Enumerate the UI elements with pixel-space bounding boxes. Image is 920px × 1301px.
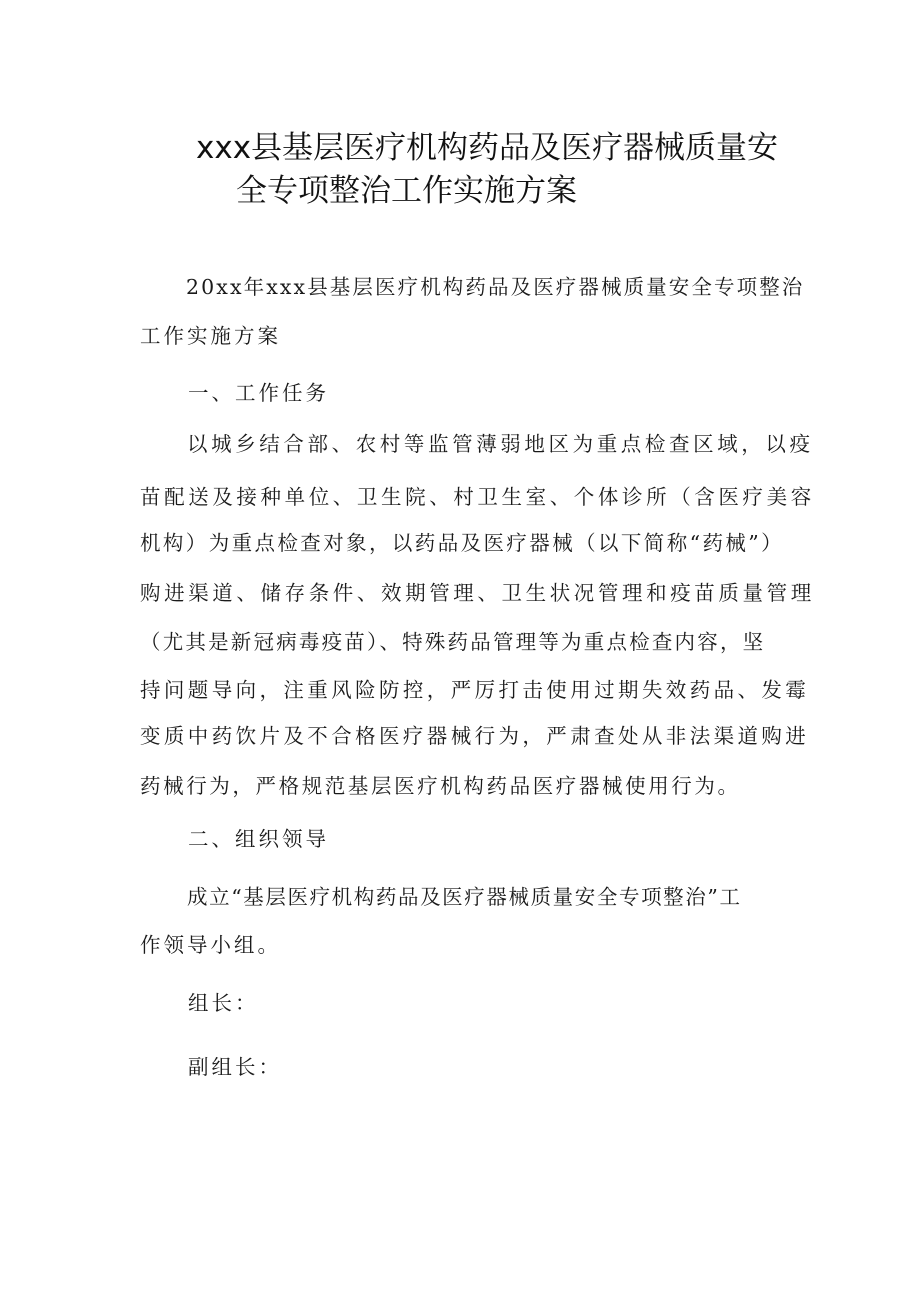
section-2-line-1: 成立“基层医疗机构药品及医疗器械质量安全专项整治”工 [187,885,742,909]
document-title-line-2: 全专项整治工作实施方案 [236,173,577,209]
section-2-heading: 二、组织领导 [188,827,329,851]
leader-label: 组长： [188,991,259,1015]
section-1-line: 以城乡结合部、农村等监管薄弱地区为重点检查区域，以疫 [187,432,814,456]
section-1-heading: 一、工作任务 [188,381,329,405]
vice-leader-label: 副组长： [188,1055,282,1079]
section-1-line: 持问题导向，注重风险防控，严厉打击使用过期失效药品、发霉 [140,678,810,702]
intro-line-2: 工作实施方案 [140,324,281,348]
document-title-line-1: xxx县基层医疗机构药品及医疗器械质量安 [196,130,779,166]
section-1-line: 变质中药饮片及不合格医疗器械行为，严肃查处从非法渠道购进 [140,724,810,748]
section-1-line: 购进渠道、储存条件、效期管理、卫生状况管理和疫苗质量管理 [140,581,815,605]
section-2-line-2: 作领导小组。 [140,933,281,957]
intro-line-1: 20xx年xxx县基层医疗机构药品及医疗器械质量安全专项整治 [186,275,805,299]
section-1-line: 机构）为重点检查对象，以药品及医疗器械（以下简称“药械”） [140,531,785,555]
section-1-line: （尤其是新冠病毒疫苗）、特殊药品管理等为重点检查内容，坚 [140,630,766,654]
section-1-line: 药械行为，严格规范基层医疗机构药品医疗器械使用行为。 [140,774,741,798]
section-1-line: 苗配送及接种单位、卫生院、村卫生室、个体诊所（含医疗美容 [140,485,815,509]
